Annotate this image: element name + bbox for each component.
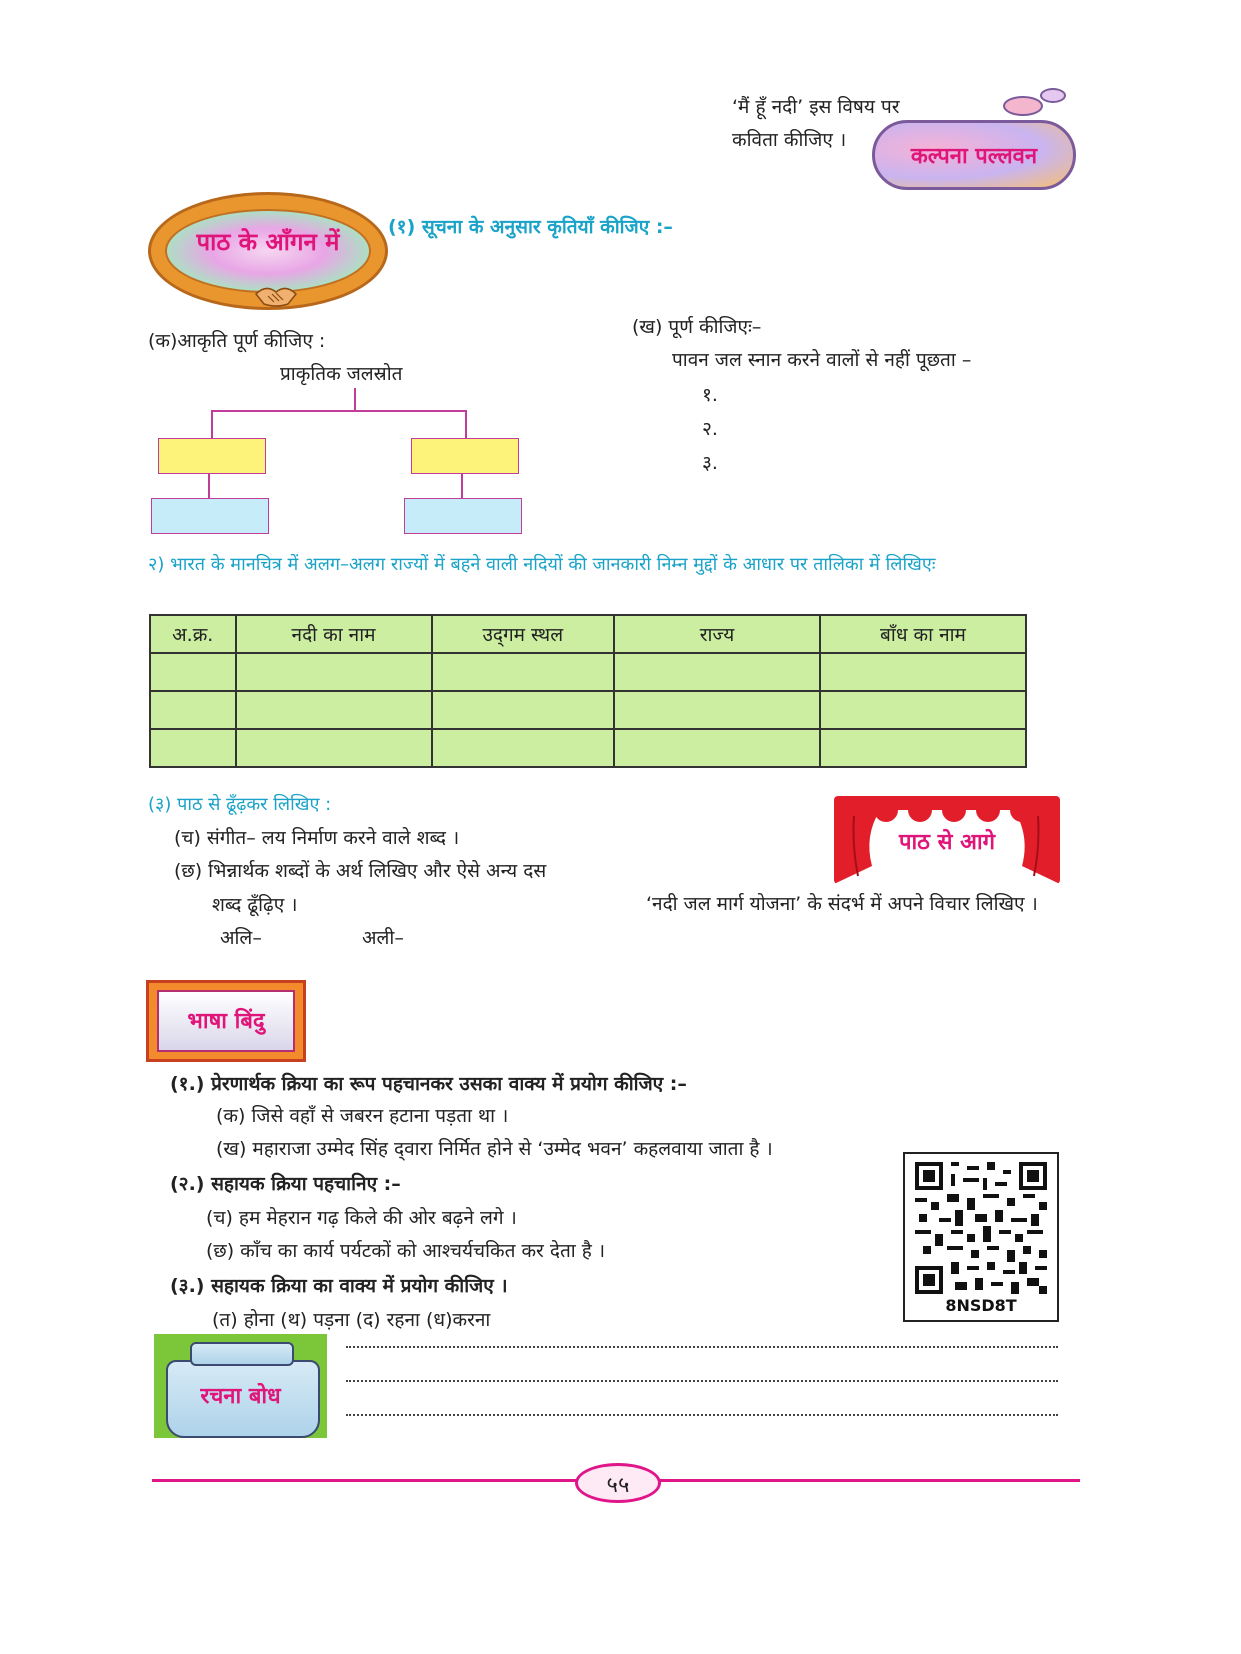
kalpana-text-line2: कविता कीजिए ।	[732, 129, 847, 151]
table-header-serial: अ.क्र.	[150, 615, 236, 653]
bhasha-q3-items: (त) होना (थ) पड़ना (द) रहना (ध)करना	[212, 1309, 491, 1331]
bhasha-q1-kha: (ख) महाराजा उम्मेद सिंह द्‌वारा निर्मित होने से ‘उम्मेद भवन’ कहलवाया जाता है ।	[216, 1138, 773, 1160]
kha-label: (ख) पूर्ण कीजिएः–	[632, 316, 762, 338]
bhasha-q1-ka: (क) जिसे वहाँ से जबरन हटाना पड़ता था ।	[216, 1105, 509, 1127]
kha-prompt: पावन जल स्नान करने वालों से नहीं पूछता –	[672, 349, 972, 371]
answer-line-2[interactable]	[346, 1380, 1058, 1382]
q3-ali-1: अलि–	[220, 927, 262, 949]
qr-code[interactable]	[903, 1152, 1059, 1322]
table-cell[interactable]	[432, 691, 614, 729]
table-header-origin: उद्‌गम स्थल	[432, 615, 614, 653]
kalpana-title: कल्पना पल्लवन	[910, 144, 1038, 169]
activity-heading: (१) सूचना के अनुसार कृतियाँ कीजिए :–	[388, 216, 673, 238]
qr-code-label: 8NSD8T	[945, 1296, 1017, 1315]
table-cell[interactable]	[150, 653, 236, 691]
table-cell[interactable]	[432, 653, 614, 691]
page-number-badge	[575, 1463, 661, 1503]
connector	[208, 474, 210, 498]
table-cell[interactable]	[236, 729, 432, 767]
bhasha-bindu-badge	[146, 980, 306, 1062]
answer-box-4[interactable]	[404, 498, 522, 534]
connector	[461, 474, 463, 498]
table-cell[interactable]	[150, 691, 236, 729]
connector	[211, 410, 213, 438]
rachna-bodh-badge	[154, 1334, 327, 1438]
answer-line-3[interactable]	[346, 1414, 1058, 1416]
kalpana-text-line1: ‘मैं हूँ नदी’ इस विषय पर	[732, 96, 900, 118]
table-cell[interactable]	[236, 691, 432, 729]
qr-code-icon	[915, 1162, 1047, 1294]
path-aage-badge	[834, 796, 1060, 884]
answer-box-2[interactable]	[411, 438, 519, 474]
q3-ali-2: अली–	[362, 927, 404, 949]
connector	[465, 410, 467, 438]
bhasha-q2-cha: (च) हम मेहरान गढ़ किले की ओर बढ़ने लगे ।	[206, 1207, 517, 1229]
table-header-state: राज्य	[614, 615, 820, 653]
table-header-dam: बाँध का नाम	[820, 615, 1026, 653]
kalpana-cloud-badge	[872, 120, 1076, 190]
answer-box-3[interactable]	[151, 498, 269, 534]
handshake-icon	[252, 280, 300, 310]
table-row	[150, 729, 1026, 767]
rachna-bodh-title: रचना बोध	[200, 1384, 281, 1409]
table-row	[150, 653, 1026, 691]
answer-box-1[interactable]	[158, 438, 266, 474]
kalpana-bubble-small	[1040, 88, 1066, 103]
q2-heading: २) भारत के मानचित्र में अलग–अलग राज्यों में बहने वाली नदियों की जानकारी निम्न मुद्दों के आधार पर तालिका में लिखिएः	[148, 554, 936, 575]
table-cell[interactable]	[820, 729, 1026, 767]
q3-chha-line2: शब्द ढूँढ़िए ।	[212, 894, 298, 916]
table-cell[interactable]	[820, 653, 1026, 691]
table-cell[interactable]	[820, 691, 1026, 729]
kha-item-3: ३.	[702, 452, 718, 474]
connector	[354, 388, 356, 410]
ka-label: (क)आकृति पूर्ण कीजिए :	[148, 330, 326, 352]
table-cell[interactable]	[432, 729, 614, 767]
bhasha-q2-chha: (छ) काँच का कार्य पर्यटकों को आश्चर्यचकित कर देता है ।	[206, 1240, 606, 1262]
table-header-river: नदी का नाम	[236, 615, 432, 653]
river-table	[149, 614, 1027, 768]
bhasha-q2: (२.) सहायक क्रिया पहचानिए :–	[170, 1173, 401, 1195]
path-aangan-title: पाठ के आँगन में	[196, 228, 340, 256]
kha-item-2: २.	[702, 418, 718, 440]
q3-cha: (च) संगीत– लय निर्माण करने वाले शब्द ।	[174, 827, 460, 849]
page-number: ५५	[606, 1473, 630, 1498]
table-cell[interactable]	[236, 653, 432, 691]
path-aage-title: पाठ से आगे	[898, 830, 996, 855]
kha-item-1: १.	[702, 384, 718, 406]
table-cell[interactable]	[614, 653, 820, 691]
q3-chha-line1: (छ) भिन्नार्थक शब्दों के अर्थ लिखिए और ऐसे अन्य दस	[174, 860, 547, 882]
table-cell[interactable]	[614, 729, 820, 767]
diagram-root-label: प्राकृतिक जलस्रोत	[280, 363, 403, 385]
connector	[211, 410, 467, 412]
bhasha-q3: (३.) सहायक क्रिया का वाक्य में प्रयोग कीजिए ।	[170, 1275, 508, 1297]
bhasha-q1: (१.) प्रेरणार्थक क्रिया का रूप पहचानकर उसका वाक्य में प्रयोग कीजिए :–	[170, 1073, 687, 1095]
table-row	[150, 691, 1026, 729]
q3-heading: (३) पाठ से ढूँढ़कर लिखिए :	[148, 794, 332, 815]
table-cell[interactable]	[150, 729, 236, 767]
table-cell[interactable]	[614, 691, 820, 729]
kalpana-bubble-large	[1003, 96, 1043, 116]
answer-line-1[interactable]	[346, 1346, 1058, 1348]
bhasha-bindu-title: भाषा बिंदु	[187, 1009, 265, 1034]
path-aage-text: ‘नदी जल मार्ग योजना’ के संदर्भ में अपने विचार लिखिए ।	[646, 893, 1038, 915]
